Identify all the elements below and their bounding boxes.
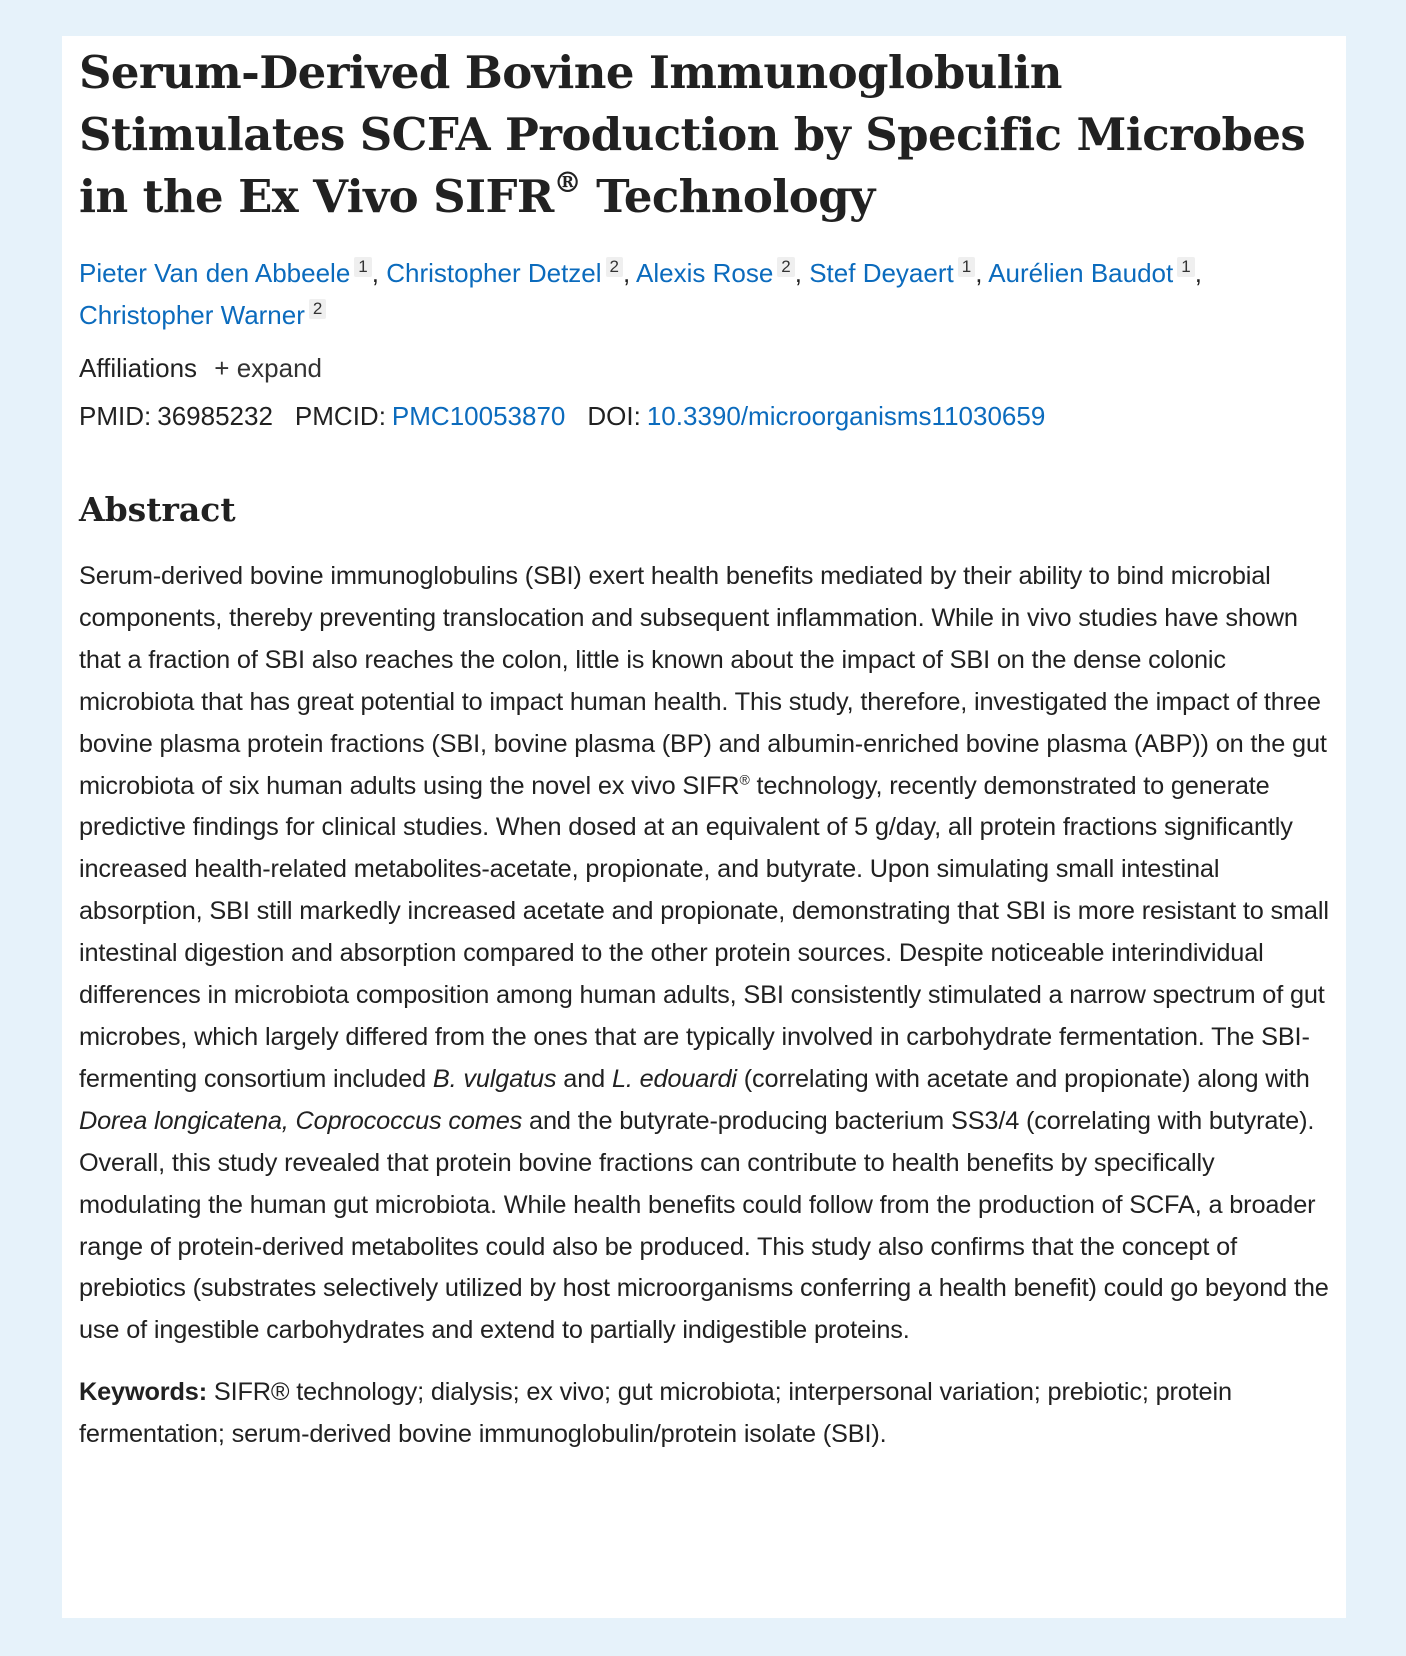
affiliation-number[interactable]: 2 xyxy=(777,257,794,277)
plus-icon: + xyxy=(214,353,230,383)
pmcid-label: PMCID: xyxy=(294,401,386,431)
abstract-part-4: and the butyrate-producing bacterium SS3/4 (correlating with butyrate). Overall, this study revealed that protein bovine fractions can contribute to health benefits by specifically modulating the human gut microbiota. While health benefits could follow from the production of SCFA, a broader range of protein-derived metabolites could also be produced. This study also confirms that the concept of prebiotics (substrates selectively utilized by host microorganisms conferring a health benefit) could go beyond the use of ingestible carbohydrates and extend to partially indigestible proteins. xyxy=(79,1106,1329,1345)
affiliation-number[interactable]: 1 xyxy=(1177,257,1194,277)
author-link-baudot[interactable]: Aurélien Baudot xyxy=(988,258,1174,288)
expand-label: expand xyxy=(236,353,322,383)
affiliations-label: Affiliations xyxy=(79,353,198,383)
affiliations-row xyxy=(79,350,1332,386)
author-link-detzel[interactable]: Christopher Detzel xyxy=(386,258,602,288)
species-name: B. vulgatus xyxy=(432,1064,557,1093)
article-title-end: Technology xyxy=(581,170,875,223)
abstract-part-1: Serum-derived bovine immunoglobulins (SBI) exert health benefits mediated by their ability to bind microbial components, thereby preventing translocation and subsequent inflammation. While in vivo studies have shown that a fraction of SBI also reaches the colon, little is known about the impact of SBI on the dense colonic microbiota that has great potential to impact human health. This study, therefore, investigated the impact of three bovine plasma protein fractions (SBI, bovine plasma (BP) and albumin-enriched bovine plasma (ABP)) on the gut microbiota of six human adults using the novel ex vivo SIFR xyxy=(79,562,1327,800)
article-card xyxy=(62,36,1346,1618)
registered-mark: ® xyxy=(739,771,750,788)
doi-label: DOI: xyxy=(587,401,641,431)
abstract-part-2: technology, recently demonstrated to generate predictive findings for clinical studies. When dosed at an equivalent of 5 g/day, all protein fractions significantly increased health-related metabolites-acetate, propionate, and butyrate. Upon simulating small intestinal absorption, SBI still markedly increased acetate and propionate, demonstrating that SBI is more resistant to small intestinal digestion and absorption compared to the other protein sources. Despite noticeable interindividual differences in microbiota composition among human adults, SBI consistently stimulated a narrow spectrum of gut microbes, which largely differed from the ones that are typically involved in carbohydrate fermentation. The SBI-fermenting consortium included xyxy=(79,771,1329,1093)
article-title-registered-mark: ® xyxy=(553,166,582,199)
article-title xyxy=(79,42,1332,228)
pmcid-link[interactable]: PMC10053870 xyxy=(391,401,566,431)
affiliation-number[interactable]: 2 xyxy=(606,257,623,277)
author-list: Pieter Van den Abbeele 1 , Christopher Detzel 2 , Alexis Rose 2 , Stef Deyaert 1 , Aurélien Baudot 1 , Christopher Warner 2 xyxy=(79,257,1202,330)
pmid-label: PMID: xyxy=(79,401,152,431)
keywords-text: SIFR® technology; dialysis; ex vivo; gut microbiota; interpersonal variation; prebiotic; protein fermentation; serum-derived bovine immunoglobulin/protein isolate (SBI). xyxy=(79,1378,1232,1449)
pmid-value: 36985232 xyxy=(157,401,273,431)
keywords-label: Keywords: xyxy=(79,1378,207,1407)
abstract-text xyxy=(79,556,1332,1352)
author-link-rose[interactable]: Alexis Rose xyxy=(636,258,774,288)
identifiers-row xyxy=(79,398,1332,434)
article-title-text: Serum-Derived Bovine Immunoglobulin Stimulates SCFA Production by Specific Microbes in the Ex Vivo SIFR xyxy=(79,46,1306,223)
affiliation-number[interactable]: 1 xyxy=(354,257,371,277)
author-link-deyaert[interactable]: Stef Deyaert xyxy=(809,258,954,288)
species-name: Dorea longicatena, Coprococcus comes xyxy=(79,1106,523,1135)
affiliations-expand-button[interactable] xyxy=(214,353,322,383)
abstract-heading: Abstract xyxy=(79,490,236,529)
abstract-and: and xyxy=(556,1064,612,1093)
species-name: L. edouardi xyxy=(611,1064,737,1093)
keywords xyxy=(79,1372,1332,1456)
abstract-part-3: (correlating with acetate and propionate) along with xyxy=(736,1064,1310,1093)
affiliation-number[interactable]: 2 xyxy=(309,299,326,319)
affiliation-number[interactable]: 1 xyxy=(958,257,975,277)
author-link-warner[interactable]: Christopher Warner xyxy=(79,300,305,330)
doi-link[interactable]: 10.3390/microorganisms11030659 xyxy=(646,401,1046,431)
author-link-van-den-abbeele[interactable]: Pieter Van den Abbeele xyxy=(79,258,351,288)
